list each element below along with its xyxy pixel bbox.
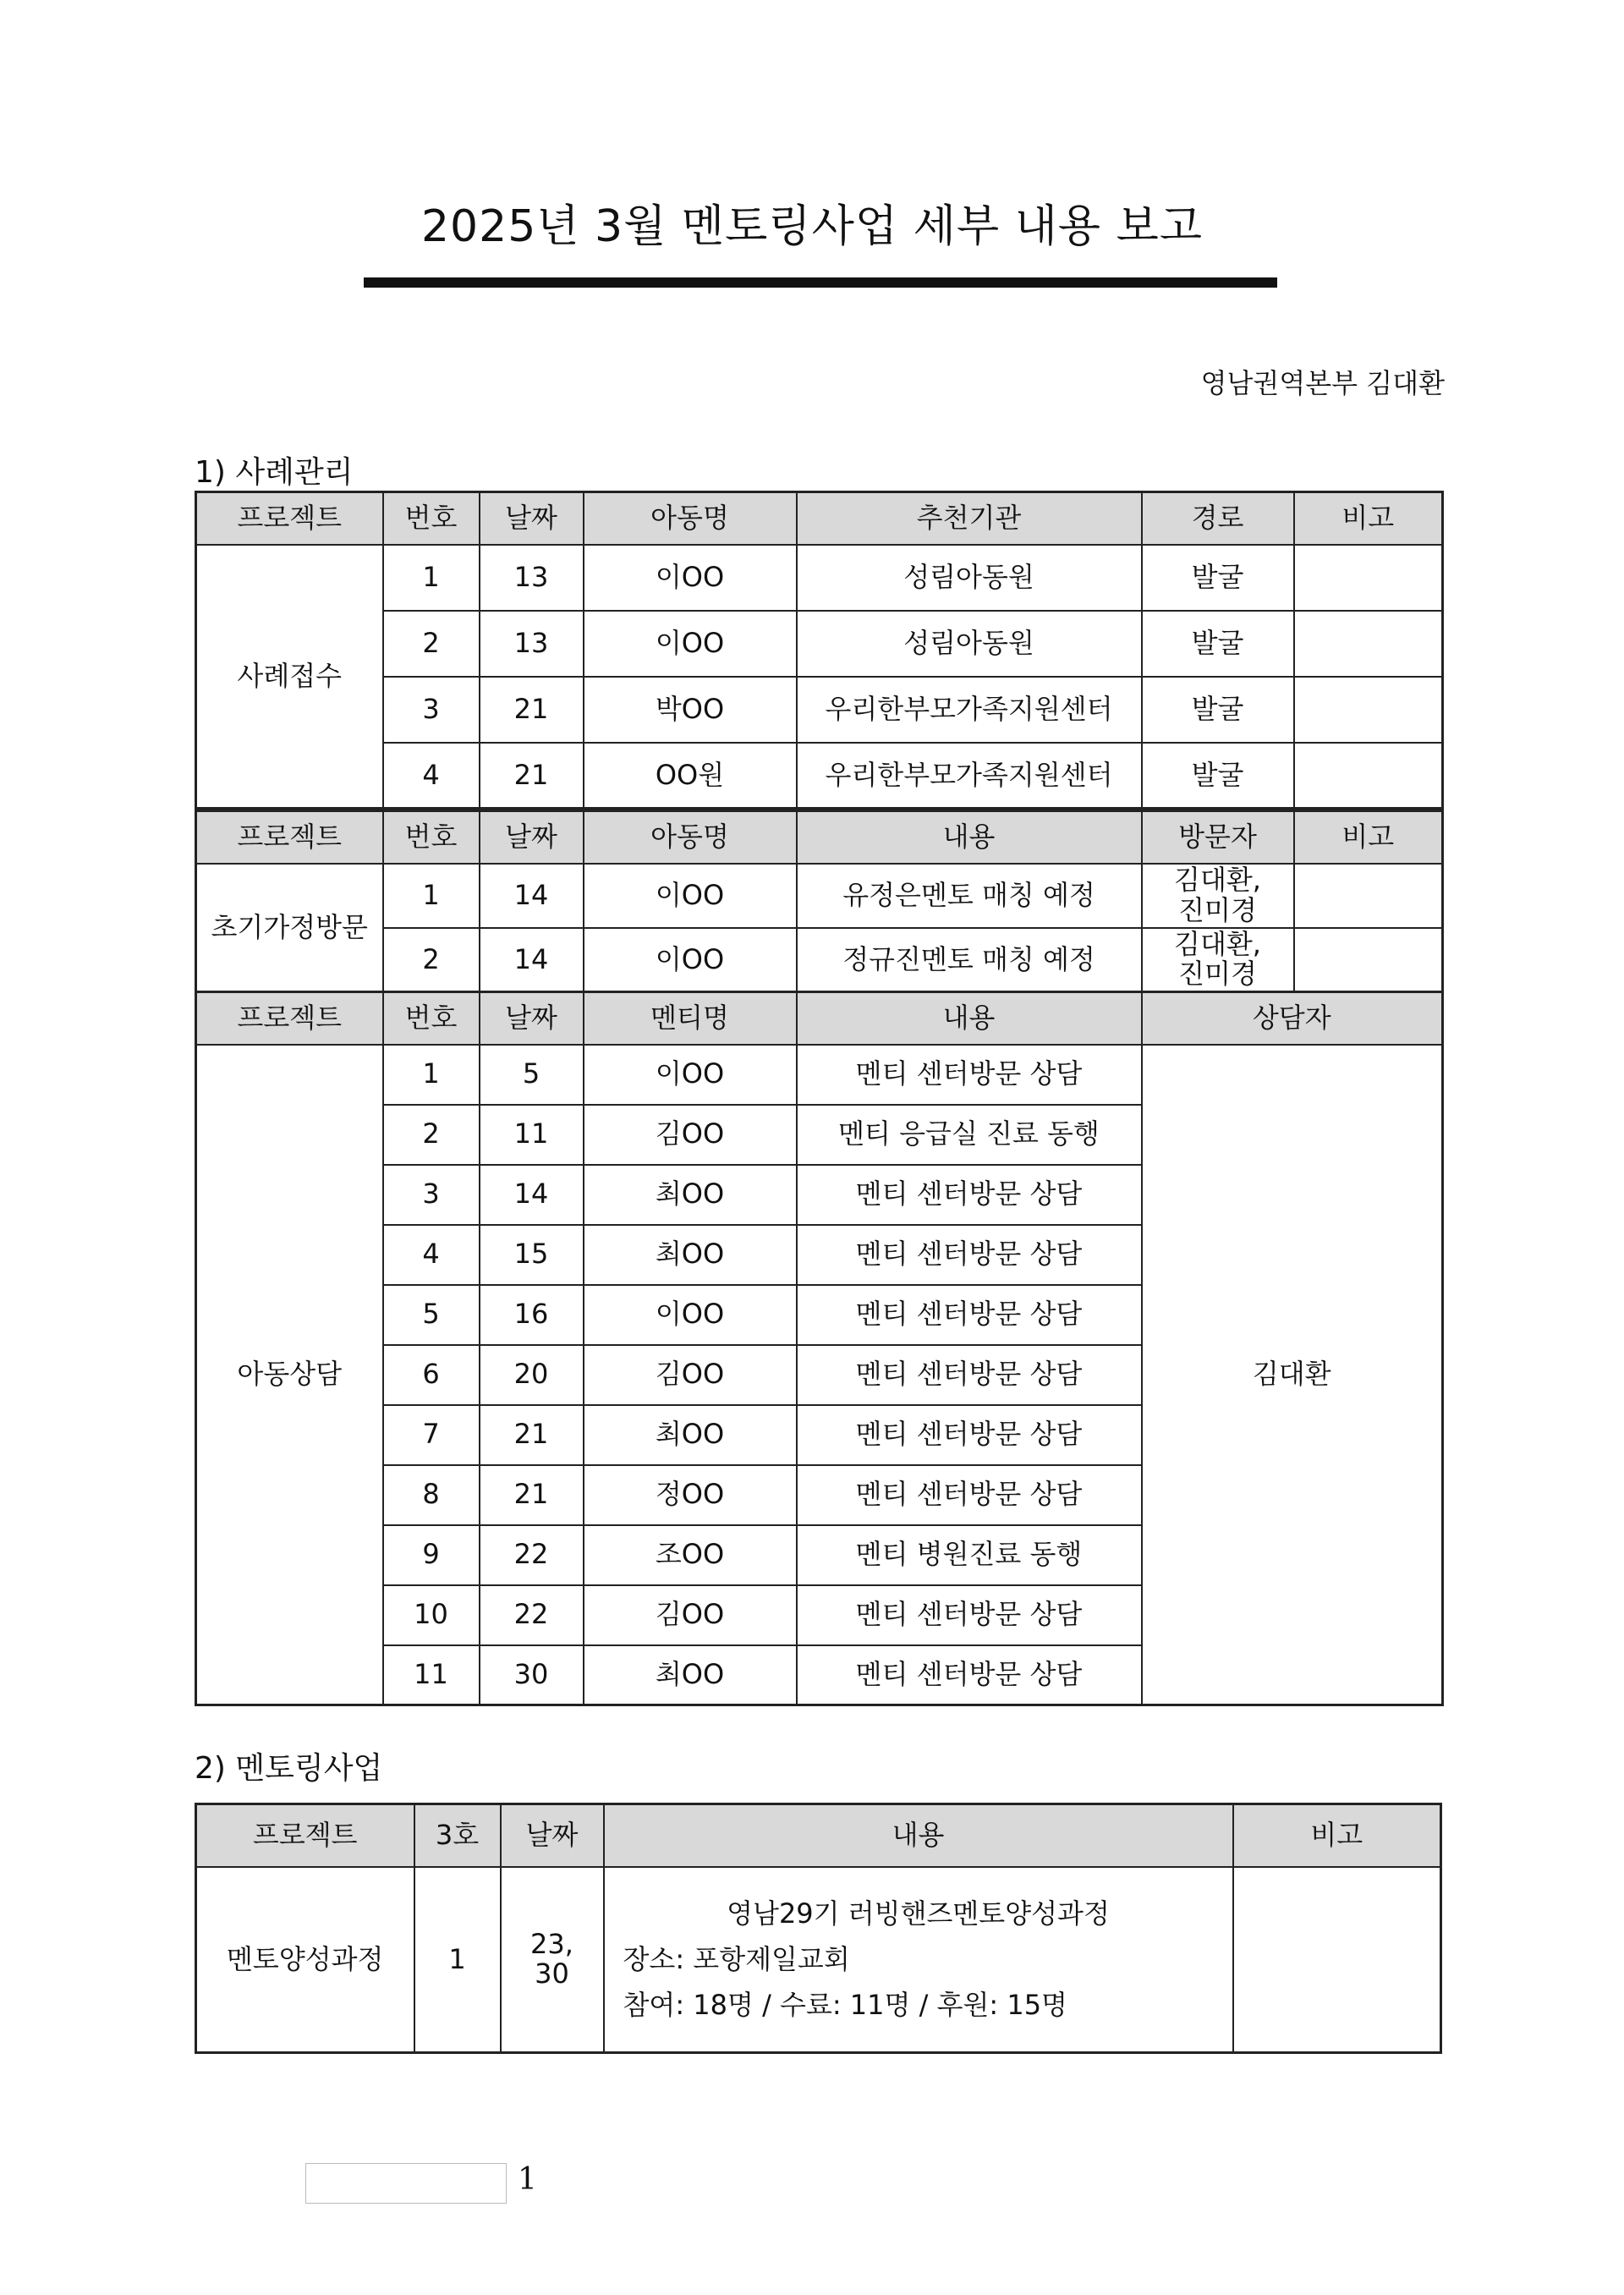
header-content: 내용	[797, 992, 1142, 1045]
header-project: 프로젝트	[196, 492, 383, 545]
number-cell: 8	[383, 1465, 480, 1525]
route-cell: 발굴	[1142, 677, 1294, 743]
table-row	[196, 677, 1443, 743]
number-cell: 6	[383, 1345, 480, 1405]
note-cell	[1294, 928, 1443, 992]
header-route: 경로	[1142, 492, 1294, 545]
agency-cell: 우리한부모가족지원센터	[797, 677, 1142, 743]
number-cell: 10	[383, 1585, 480, 1645]
content-cell: 멘티 센터방문 상담	[797, 1465, 1142, 1525]
header-content: 내용	[604, 1804, 1233, 1867]
number-cell: 2	[383, 611, 480, 677]
header-number: 3호	[414, 1804, 501, 1867]
number-cell: 7	[383, 1405, 480, 1465]
date-cell: 14	[480, 1165, 584, 1225]
footer-box	[305, 2163, 507, 2204]
content-cell: 멘티 센터방문 상담	[797, 1285, 1142, 1345]
date-line: 30	[535, 1957, 569, 1990]
program-place: 장소: 포항제일교회	[623, 1943, 850, 1976]
number-cell: 9	[383, 1525, 480, 1585]
mentee-name-cell: 최OO	[584, 1225, 797, 1285]
date-cell: 21	[480, 743, 584, 809]
route-cell: 발굴	[1142, 743, 1294, 809]
header-child-name: 아동명	[584, 492, 797, 545]
header-number: 번호	[383, 492, 480, 545]
mentee-name-cell: 최OO	[584, 1165, 797, 1225]
content-cell: 멘티 센터방문 상담	[797, 1345, 1142, 1405]
number-cell: 1	[383, 545, 480, 611]
content-cell: 멘티 센터방문 상담	[797, 1045, 1142, 1105]
mentee-name-cell: 조OO	[584, 1525, 797, 1585]
content-cell: 멘티 병원진료 동행	[797, 1525, 1142, 1585]
table-row	[196, 611, 1443, 677]
header-number: 번호	[383, 992, 480, 1045]
header-child-name: 아동명	[584, 811, 797, 864]
agency-cell: 성림아동원	[797, 545, 1142, 611]
mentoring-table	[195, 1803, 1442, 2054]
header-counselor: 상담자	[1142, 992, 1443, 1045]
table-row	[196, 1867, 1441, 2053]
content-cell: 멘티 센터방문 상담	[797, 1165, 1142, 1225]
author: 영남권역본부 김대환	[1200, 367, 1445, 399]
header-number: 번호	[383, 811, 480, 864]
header-note: 비고	[1233, 1804, 1441, 1867]
number-cell: 3	[383, 677, 480, 743]
date-cell: 14	[480, 864, 584, 928]
child-name-cell: 이OO	[584, 928, 797, 992]
number-cell: 4	[383, 743, 480, 809]
agency-cell: 우리한부모가족지원센터	[797, 743, 1142, 809]
date-line: 23,	[530, 1928, 573, 1961]
date-cell: 22	[480, 1585, 584, 1645]
note-cell	[1294, 743, 1443, 809]
title-underline	[364, 277, 1277, 288]
header-date: 날짜	[480, 492, 584, 545]
child-name-cell: 박OO	[584, 677, 797, 743]
visitor-cell	[1142, 864, 1294, 928]
child-name-cell: 이OO	[584, 611, 797, 677]
note-cell	[1233, 1867, 1441, 2053]
header-date: 날짜	[501, 1804, 604, 1867]
mentee-name-cell: 김OO	[584, 1345, 797, 1405]
header-agency: 추천기관	[797, 492, 1142, 545]
route-cell: 발굴	[1142, 545, 1294, 611]
header-note: 비고	[1294, 811, 1443, 864]
program-title: 영남29기 러빙핸즈멘토양성과정	[727, 1897, 1110, 1930]
page-number: 1	[518, 2162, 537, 2197]
child-name-cell: 이OO	[584, 864, 797, 928]
content-cell: 유정은멘토 매칭 예정	[797, 864, 1142, 928]
date-cell: 11	[480, 1105, 584, 1165]
number-cell: 4	[383, 1225, 480, 1285]
content-cell	[604, 1867, 1233, 2053]
header-content: 내용	[797, 811, 1142, 864]
visitor-line: 김대환,	[1174, 864, 1261, 897]
route-cell: 발굴	[1142, 611, 1294, 677]
note-cell	[1294, 611, 1443, 677]
mentee-name-cell: 최OO	[584, 1405, 797, 1465]
note-cell	[1294, 545, 1443, 611]
table-row	[196, 864, 1443, 928]
agency-cell: 성림아동원	[797, 611, 1142, 677]
table-row	[196, 545, 1443, 611]
mentee-name-cell: 이OO	[584, 1045, 797, 1105]
project-cell: 초기가정방문	[196, 864, 383, 992]
header-date: 날짜	[480, 992, 584, 1045]
header-date: 날짜	[480, 811, 584, 864]
number-cell: 3	[383, 1165, 480, 1225]
visitor-line: 진미경	[1178, 958, 1257, 991]
mentee-name-cell: 최OO	[584, 1645, 797, 1705]
note-cell	[1294, 677, 1443, 743]
header-mentee-name: 멘티명	[584, 992, 797, 1045]
table-row	[196, 743, 1443, 809]
table-row	[196, 1045, 1443, 1105]
visitor-line: 진미경	[1178, 893, 1257, 926]
counseling-table	[195, 991, 1444, 1706]
mentee-name-cell: 이OO	[584, 1285, 797, 1345]
number-cell: 1	[383, 864, 480, 928]
project-cell: 아동상담	[196, 1045, 383, 1705]
project-cell: 멘토양성과정	[196, 1867, 414, 2053]
date-cell: 20	[480, 1345, 584, 1405]
date-cell: 13	[480, 545, 584, 611]
number-cell: 11	[383, 1645, 480, 1705]
header-project: 프로젝트	[196, 811, 383, 864]
header-project: 프로젝트	[196, 1804, 414, 1867]
number-cell: 2	[383, 1105, 480, 1165]
content-cell: 정규진멘토 매칭 예정	[797, 928, 1142, 992]
home-visit-table	[195, 810, 1444, 993]
number-cell: 5	[383, 1285, 480, 1345]
visitor-cell	[1142, 928, 1294, 992]
content-cell: 멘티 센터방문 상담	[797, 1225, 1142, 1285]
number-cell: 2	[383, 928, 480, 992]
section2-heading: 2) 멘토링사업	[195, 1751, 383, 1786]
date-cell: 5	[480, 1045, 584, 1105]
table-row	[196, 928, 1443, 992]
date-cell: 13	[480, 611, 584, 677]
date-cell: 21	[480, 1405, 584, 1465]
child-name-cell: OO원	[584, 743, 797, 809]
date-cell: 22	[480, 1525, 584, 1585]
counselor-cell: 김대환	[1142, 1045, 1443, 1705]
page-title: 2025년 3월 멘토링사업 세부 내용 보고	[420, 201, 1204, 252]
project-cell: 사례접수	[196, 545, 383, 809]
note-cell	[1294, 864, 1443, 928]
header-project: 프로젝트	[196, 992, 383, 1045]
mentee-name-cell: 정OO	[584, 1465, 797, 1525]
content-cell: 멘티 센터방문 상담	[797, 1645, 1142, 1705]
date-cell: 14	[480, 928, 584, 992]
child-name-cell: 이OO	[584, 545, 797, 611]
content-cell: 멘티 응급실 진료 동행	[797, 1105, 1142, 1165]
date-cell: 21	[480, 677, 584, 743]
date-cell: 30	[480, 1645, 584, 1705]
content-cell: 멘티 센터방문 상담	[797, 1585, 1142, 1645]
content-cell: 멘티 센터방문 상담	[797, 1405, 1142, 1465]
header-note: 비고	[1294, 492, 1443, 545]
mentee-name-cell: 김OO	[584, 1105, 797, 1165]
number-cell: 1	[383, 1045, 480, 1105]
header-visitor: 방문자	[1142, 811, 1294, 864]
date-cell: 15	[480, 1225, 584, 1285]
date-cell: 21	[480, 1465, 584, 1525]
intake-table	[195, 491, 1444, 810]
mentee-name-cell: 김OO	[584, 1585, 797, 1645]
date-cell	[501, 1867, 604, 2053]
number-cell: 1	[414, 1867, 501, 2053]
visitor-line: 김대환,	[1174, 928, 1261, 961]
program-stats: 참여: 18명 / 수료: 11명 / 후원: 15명	[623, 1989, 1067, 2022]
date-cell: 16	[480, 1285, 584, 1345]
section1-heading: 1) 사례관리	[195, 455, 354, 490]
